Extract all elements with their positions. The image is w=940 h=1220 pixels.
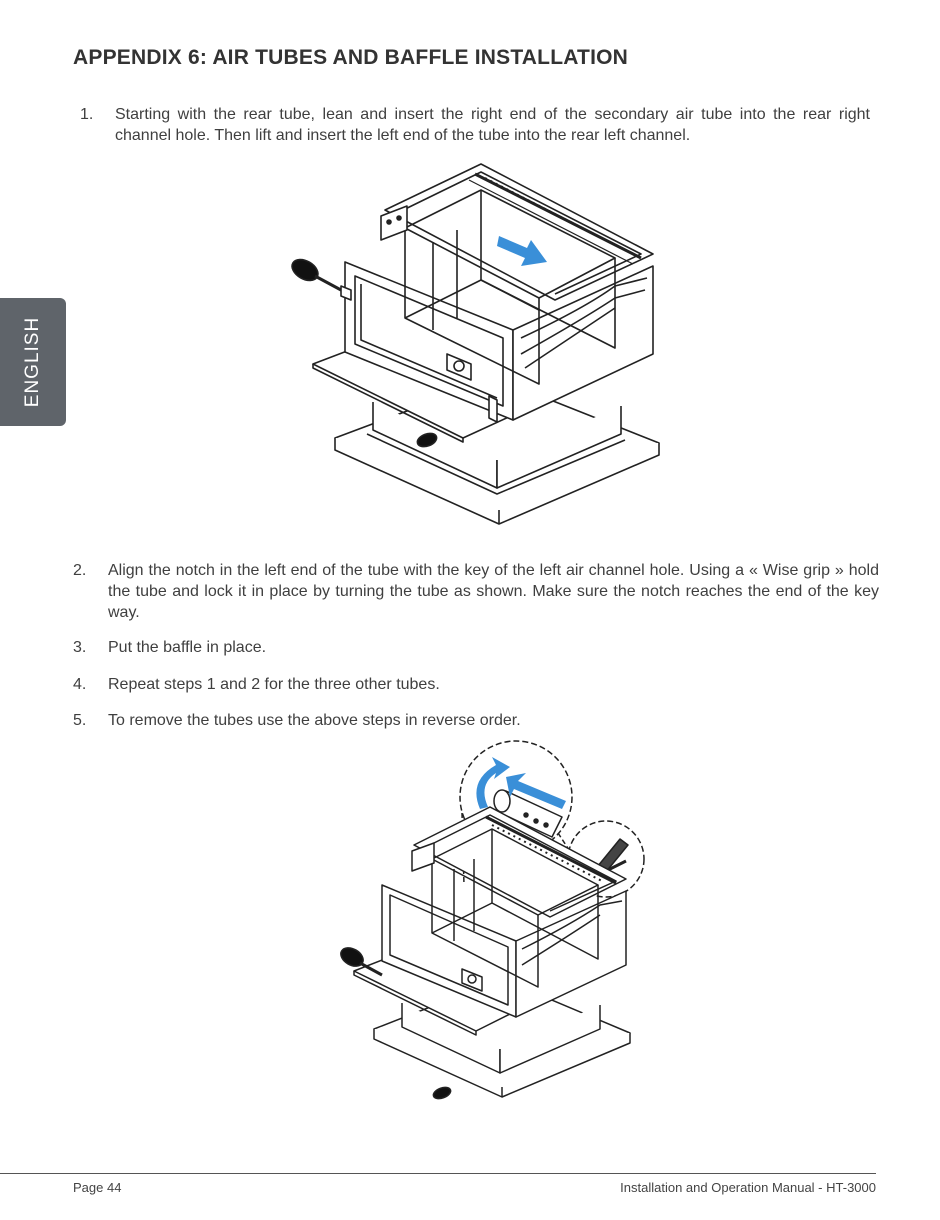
- step-text: Align the notch in the left end of the tube with the key of the left air channel hole. Using a « Wise grip » hold the tube and lock it in place by turning the tube as shown. Make sure the notch reaches the end of the key way.: [108, 562, 879, 621]
- step-text: To remove the tubes use the above steps in reverse order.: [108, 712, 521, 729]
- step-5: [73, 710, 879, 731]
- page-heading: APPENDIX 6: AIR TUBES AND BAFFLE INSTALLATION: [73, 46, 628, 69]
- step-number: 2.: [73, 562, 87, 579]
- step-number: 1.: [80, 106, 94, 123]
- language-tab-label: ENGLISH: [22, 316, 43, 408]
- footer-rule: [0, 1173, 876, 1174]
- language-tab: [0, 298, 66, 426]
- step-2: [73, 560, 879, 623]
- step-number: 5.: [73, 712, 87, 729]
- manual-title: Installation and Operation Manual - HT-3000: [620, 1180, 876, 1195]
- page-number: Page 44: [73, 1180, 122, 1195]
- step-number: 4.: [73, 676, 87, 693]
- step-3: [73, 637, 879, 658]
- step-4: [73, 674, 879, 695]
- step-text: Repeat steps 1 and 2 for the three other tubes.: [108, 676, 440, 693]
- step-text: Starting with the rear tube, lean and insert the right end of the secondary air tube into the rear right channel hole. Then lift and insert the left end of the tube into the rear left channel.: [115, 106, 870, 144]
- stove-illustration-2: [330, 735, 650, 1140]
- step-text: Put the baffle in place.: [108, 639, 267, 656]
- step-1: [80, 104, 870, 146]
- stove-illustration-1: [285, 158, 665, 542]
- step-number: 3.: [73, 639, 87, 656]
